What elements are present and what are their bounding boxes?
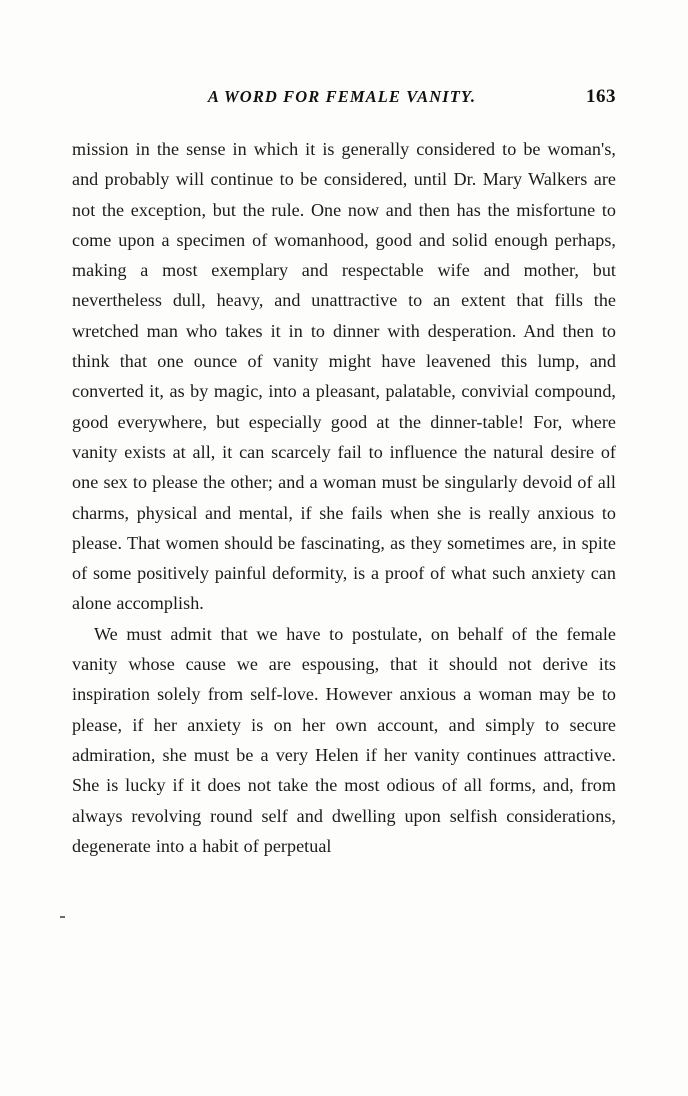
running-title: A WORD FOR FEMALE VANITY. (207, 87, 477, 106)
paragraph-continued: mission in the sense in which it is generally considered to be woman's, and probably will continue to be considered, until Dr. Mary Walkers are not the exception, but the rule. One now and then has the misfortune to come upon a specimen of womanhood, good and solid enough perhaps, making a most exemplary and respectable wife and mother, but nevertheless dull, heavy, and unattractive to an extent that fills the wretched man who takes it in to dinner with desperation. And then to think that one ounce of vanity might have leavened this lump, and converted it, as by magic, into a pleasant, palatable, convivial compound, good everywhere, but especially good at the dinner-table! For, where vanity exists at all, it can scarcely fail to influence the natural desire of one sex to please the other; and a woman must be singularly devoid of all charms, physical and mental, if she fails when she is really anxious to please. That women should be fascinating, as they sometimes are, in spite of some positively painful deformity, is a proof of what such anxiety can alone accomplish. (72, 139, 616, 614)
margin-mark (60, 916, 65, 918)
paragraph-second: We must admit that we have to postulate, on behalf of the female vanity whose cause we are espousing, that it should not derive its inspiration solely from self-love. However anxious a woman may be to please, if her anxiety is on her own account, and simply to secure admiration, she must be a very Helen if her vanity continues attractive. She is lucky if it does not take the most odious of all forms, and, from always revolving round self and dwelling upon selfish considerations, degenerate into a habit of perpetual (72, 623, 616, 856)
running-head (72, 86, 616, 116)
body-text (72, 134, 616, 861)
page-content-block (72, 86, 616, 861)
page-number: 163 (586, 86, 616, 107)
